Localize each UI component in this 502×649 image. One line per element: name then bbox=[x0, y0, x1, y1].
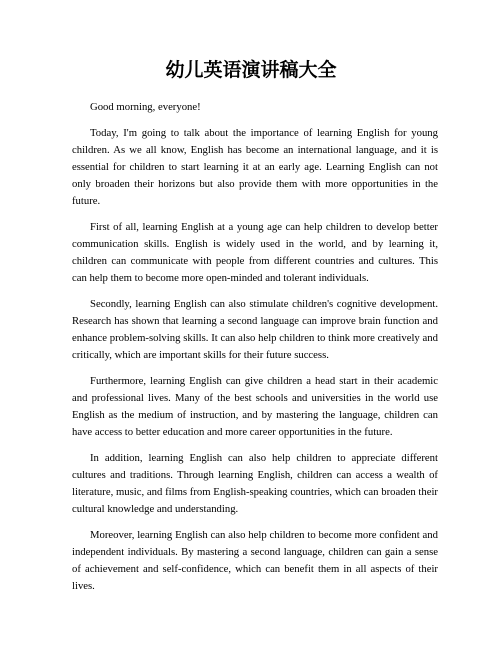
paragraph-cultural: In addition, learning English can also help children to appreciate different cultures and traditions. Through learning English, children can access a wealth of literature, music, and films from English-speaking countries, which can broaden their cultural knowledge and understanding. bbox=[72, 452, 438, 515]
paragraph-academic: Furthermore, learning English can give children a head start in their academic and professional lives. Many of the best schools and universities in the world use English as the medium of instruction, and by mastering the language, children can have access to better education and more career opportunities in the future. bbox=[72, 375, 438, 438]
paragraph-confidence: Moreover, learning English can also help children to become more confident and independent individuals. By mastering a second language, children can gain a sense of achievement and self-confidence, which can benefit them in all aspects of their lives. bbox=[72, 529, 438, 592]
paragraph-communication: First of all, learning English at a young age can help children to develop better communication skills. English is widely used in the world, and by learning it, children can communicate with people from different countries and cultures. This can help them to become more open-minded and tolerant individuals. bbox=[72, 221, 438, 284]
document-title: 幼儿英语演讲稿大全 bbox=[165, 59, 337, 81]
document-body bbox=[72, 99, 438, 604]
paragraph-cognitive: Secondly, learning English can also stimulate children's cognitive development. Research has shown that learning a second language can improve brain function and enhance problem-solving skills. It can also help children to think more creatively and critically, which are important skills for their future success. bbox=[72, 298, 438, 361]
paragraph-introduction: Today, I'm going to talk about the importance of learning English for young children. As we all know, English has become an international language, and it is essential for children to start learning it at an early age. Learning English can not only broaden their horizons but also provide them with more opportunities in the future. bbox=[72, 127, 438, 207]
paragraph-greeting: Good morning, everyone! bbox=[90, 101, 201, 113]
